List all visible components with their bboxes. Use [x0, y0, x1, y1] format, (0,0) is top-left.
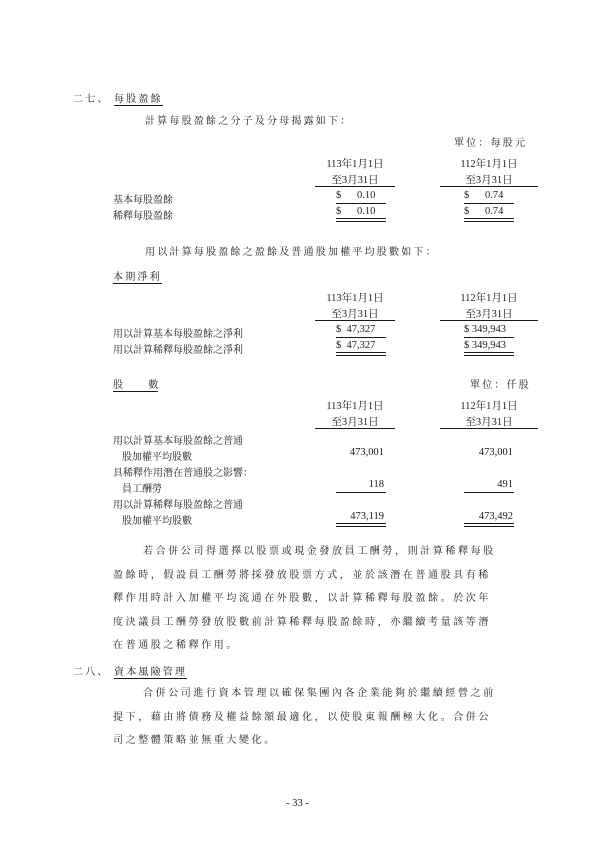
col2-header-line2: 至3月31日	[465, 309, 513, 320]
value-rule	[464, 337, 514, 338]
row-value: $ 349,943	[464, 324, 506, 335]
row-value: 473,001	[478, 447, 513, 458]
row-value: 473,492	[478, 511, 513, 522]
col2-header-line1: 112年1月1日	[460, 159, 518, 170]
value-rule	[464, 492, 514, 493]
eps-intro-2: 用以計算每股盈餘之盈餘及普通股加權平均股數如下：	[145, 247, 438, 258]
eps-paragraph	[113, 540, 553, 658]
row-value: 491	[497, 479, 513, 490]
col1-header-line2: 至3月31日	[331, 417, 379, 428]
paragraph-line: 提下，藉由將債務及權益餘額最適化，以使股東報酬極大化。合併公	[113, 711, 491, 723]
col1-header-line2: 至3月31日	[331, 309, 379, 320]
header-rule	[315, 186, 395, 187]
row-value: 473,001	[349, 447, 384, 458]
row-value: $ 0.74	[464, 206, 504, 217]
row-value: $ 47,327	[336, 324, 376, 335]
row-value: 118	[368, 479, 384, 490]
row-label: 基本每股盈餘	[113, 195, 173, 206]
double-rule	[336, 352, 386, 356]
value-rule	[336, 203, 386, 204]
col2-header-line2: 至3月31日	[465, 417, 513, 428]
eps-intro: 計算每股盈餘之分子及分母揭露如下：	[145, 116, 353, 127]
value-rule	[464, 203, 514, 204]
net-income-title: 本期淨利	[113, 268, 162, 284]
double-rule	[464, 523, 514, 527]
row-label: 用以計算基本每股盈餘之普通	[113, 436, 243, 447]
row-value: $ 0.10	[336, 206, 376, 217]
row-label-cont: 股加權平均股數	[122, 516, 192, 527]
double-rule	[464, 352, 514, 356]
page-number: - 33 -	[286, 798, 309, 809]
unit-label-2: 單位：仟股	[470, 380, 531, 391]
paragraph-line: 盈餘時，假設員工酬勞將採發放股票方式，並於該潛在普通股具有稀	[113, 569, 491, 581]
header-rule	[440, 186, 538, 187]
unit-label-1: 單位：每股元	[454, 138, 528, 149]
paragraph-line: 司之整體策略並無重大變化。	[113, 735, 277, 746]
col2-header-line1: 112年1月1日	[460, 401, 518, 412]
section-28-number: 二八、	[73, 667, 110, 678]
section-27-number: 二七、	[73, 94, 110, 105]
col1-header-line2: 至3月31日	[331, 175, 379, 186]
double-rule	[336, 218, 386, 222]
paragraph-line: 度決議員工酬勞發放股數前計算稀釋每股盈餘時，亦繼續考量該等潛	[113, 616, 491, 628]
row-value: $ 349,943	[464, 340, 506, 351]
section-28-title: 資本風險管理	[114, 663, 187, 679]
row-label: 具稀釋作用潛在普通股之影響：	[113, 468, 253, 479]
row-label: 用以計算稀釋每股盈餘之淨利	[113, 345, 243, 356]
row-label: 用以計算稀釋每股盈餘之普通	[113, 500, 243, 511]
paragraph-line: 釋作用時計入加權平均流通在外股數，以計算稀釋每股盈餘。於次年	[113, 593, 491, 604]
col1-header-line1: 113年1月1日	[326, 401, 384, 412]
paragraph-line: 若合併公司得選擇以股票或現金發放員工酬勞，則計算稀釋每股	[143, 546, 496, 557]
double-rule	[464, 218, 514, 222]
header-rule	[440, 428, 538, 429]
col2-header-line1: 112年1月1日	[460, 293, 518, 304]
section-27-title: 每股盈餘	[114, 90, 163, 106]
double-rule	[336, 523, 386, 527]
row-label-cont: 股加權平均股數	[122, 452, 192, 463]
col1-header-line1: 113年1月1日	[326, 159, 384, 170]
header-rule	[315, 428, 395, 429]
capital-risk-paragraph	[113, 682, 553, 753]
row-label: 用以計算基本每股盈餘之淨利	[113, 329, 243, 340]
row-value: 473,119	[350, 511, 384, 522]
paragraph-line: 在普通股之稀釋作用。	[113, 640, 239, 651]
row-value: $ 47,327	[336, 340, 376, 351]
row-value: $ 0.74	[464, 190, 504, 201]
row-value: $ 0.10	[336, 190, 376, 201]
value-rule	[336, 337, 386, 338]
col1-header-line1: 113年1月1日	[326, 293, 384, 304]
col2-header-line2: 至3月31日	[465, 175, 513, 186]
row-label: 稀釋每股盈餘	[113, 211, 173, 222]
paragraph-line: 合併公司進行資本管理以確保集團內各企業能夠於繼續經營之前	[143, 688, 496, 699]
header-rule	[440, 320, 538, 321]
shares-title: 股 數	[113, 376, 158, 392]
row-label: 員工酬勞	[122, 484, 162, 495]
header-rule	[315, 320, 395, 321]
value-rule	[336, 492, 386, 493]
